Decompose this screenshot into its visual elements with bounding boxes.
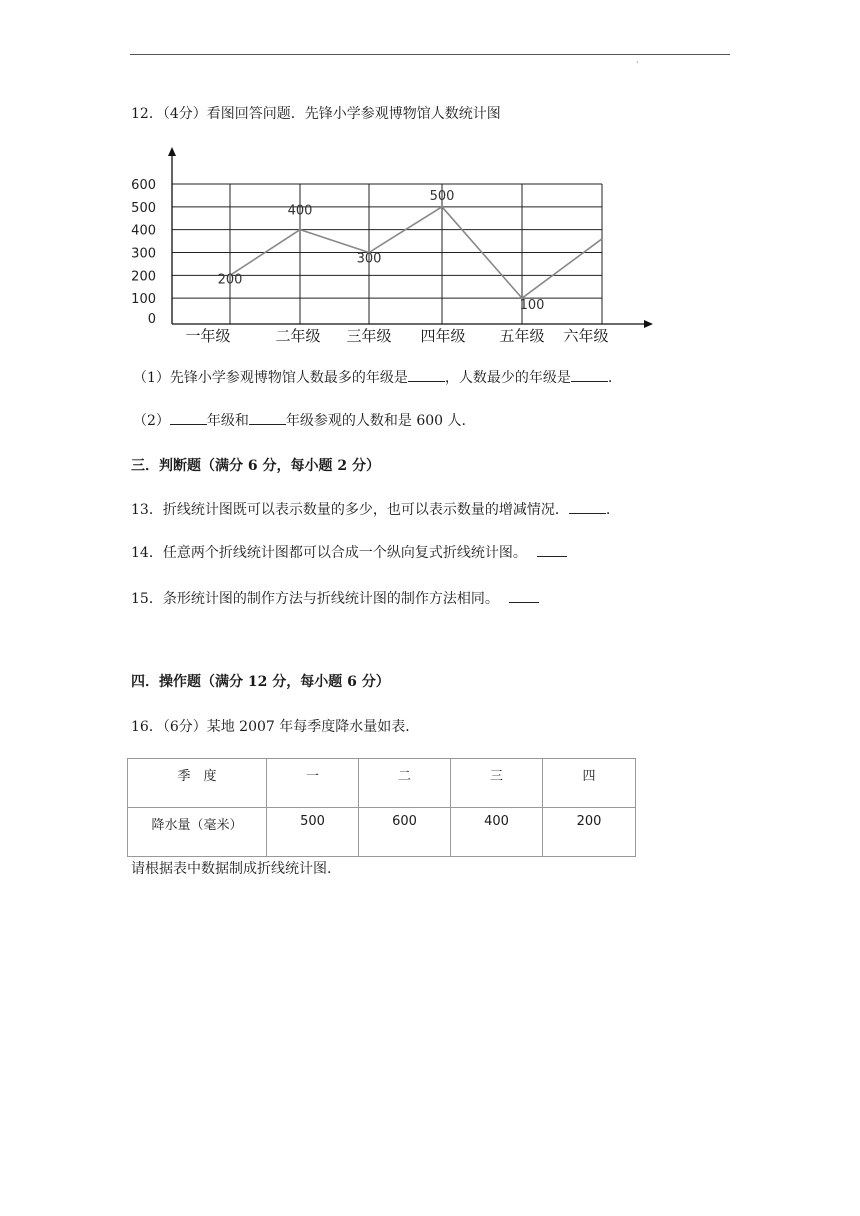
data-point xyxy=(299,228,302,231)
chart-axes xyxy=(168,147,653,328)
x-tick-label: 二年级 xyxy=(275,327,321,345)
sub1-text-before: （1）先锋小学参观博物馆人数最多的年级是 xyxy=(133,370,408,386)
answer-blank-most[interactable] xyxy=(408,369,445,382)
table-cell: 400 xyxy=(451,808,543,857)
y-tick-label: 200 xyxy=(131,269,156,285)
answer-blank-grade-b[interactable] xyxy=(249,412,286,425)
data-label: 400 xyxy=(287,203,313,219)
data-label: 100 xyxy=(519,298,545,314)
y-tick-label: 600 xyxy=(131,178,156,193)
table-cell: 一 xyxy=(267,759,359,808)
table-cell: 二 xyxy=(359,759,451,808)
question-14-text: 14．任意两个折线统计图都可以合成一个纵向复式折线统计图。 xyxy=(131,545,527,561)
y-axis-arrow xyxy=(168,147,176,156)
x-axis-arrow xyxy=(644,320,653,328)
sub1-text-end: . xyxy=(607,370,613,386)
question-13-end: . xyxy=(605,502,611,518)
question-16-instruction: 请根据表中数据制成折线统计图. xyxy=(131,861,332,877)
question-16-title: 16．（6分）某地 2007 年每季度降水量如表． xyxy=(131,719,420,735)
header-rule xyxy=(130,54,730,55)
x-tick-labels xyxy=(185,327,608,345)
data-label: 300 xyxy=(356,251,382,267)
data-label: 200 xyxy=(217,272,243,288)
question-12-sub2 xyxy=(133,412,466,430)
section-4-heading: 四．操作题（满分 12 分，每小题 6 分） xyxy=(131,674,390,690)
question-13-text: 13．折线统计图既可以表示数量的多少，也可以表示数量的增减情况． xyxy=(131,502,569,518)
table-cell: 三 xyxy=(451,759,543,808)
y-tick-label: 500 xyxy=(131,200,156,216)
line-chart xyxy=(128,142,668,352)
question-12-title: 12．（4分）看图回答问题．先锋小学参观博物馆人数统计图 xyxy=(131,106,501,122)
table-cell: 季 度 xyxy=(128,759,267,808)
y-tick-labels xyxy=(131,178,156,327)
question-14 xyxy=(131,544,567,562)
table-row xyxy=(128,759,636,808)
data-label: 500 xyxy=(429,188,455,204)
table-cell: 降水量（毫米） xyxy=(128,808,267,857)
y-tick-label: 0 xyxy=(147,312,156,327)
x-tick-label: 五年级 xyxy=(499,327,545,345)
table-cell: 600 xyxy=(359,808,451,857)
x-tick-label: 三年级 xyxy=(346,327,392,345)
y-tick-label: 300 xyxy=(131,246,156,262)
x-tick-label: 一年级 xyxy=(185,327,231,345)
data-point xyxy=(441,205,444,208)
answer-blank-grade-a[interactable] xyxy=(170,412,207,425)
header-dot: · xyxy=(636,58,639,67)
sub2-text-start: （2） xyxy=(133,413,170,429)
answer-blank-14[interactable] xyxy=(537,544,567,557)
question-15 xyxy=(131,590,539,608)
question-15-text: 15．条形统计图的制作方法与折线统计图的制作方法相同。 xyxy=(131,591,499,607)
table-cell: 200 xyxy=(543,808,636,857)
table-row xyxy=(128,808,636,857)
y-tick-label: 100 xyxy=(131,292,156,308)
sub1-text-mid: ，人数最少的年级是 xyxy=(444,370,571,386)
answer-blank-least[interactable] xyxy=(571,369,608,382)
answer-blank-15[interactable] xyxy=(509,590,539,603)
x-tick-label: 四年级 xyxy=(420,327,466,345)
y-tick-label: 400 xyxy=(131,223,156,239)
question-13 xyxy=(131,501,610,519)
section-3-heading: 三．判断题（满分 6 分，每小题 2 分） xyxy=(131,458,380,474)
question-12-sub1 xyxy=(133,369,612,387)
sub2-text-end: 年级参观的人数和是 600 人. xyxy=(285,413,466,429)
answer-blank-13[interactable] xyxy=(569,501,606,514)
x-tick-label: 六年级 xyxy=(563,327,609,345)
table-cell: 500 xyxy=(267,808,359,857)
sub2-text-mid: 年级和 xyxy=(206,413,249,429)
table-cell: 四 xyxy=(543,759,636,808)
rainfall-table xyxy=(127,758,636,857)
